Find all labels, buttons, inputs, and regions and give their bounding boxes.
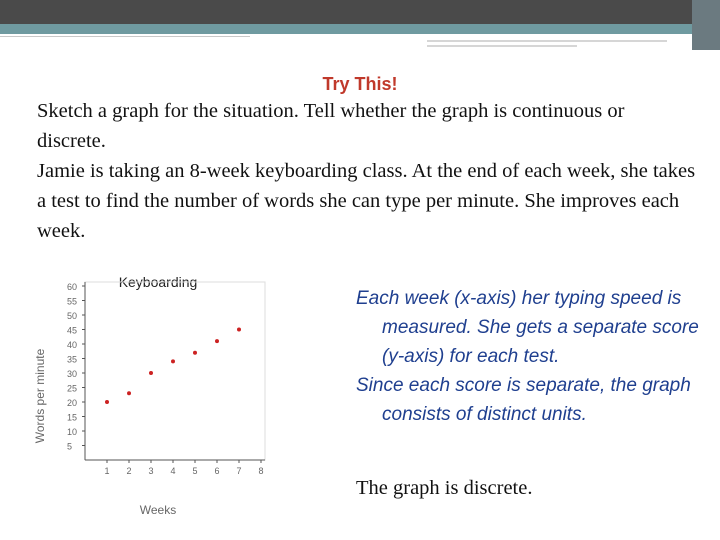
y-tick-label: 45 [67, 325, 78, 336]
y-tick-label: 30 [67, 369, 78, 379]
top-accent-block [692, 0, 720, 50]
x-tick-label: 1 [104, 466, 110, 476]
x-tick-label: 3 [148, 466, 154, 476]
x-tick-label: 2 [126, 466, 132, 476]
data-point [149, 371, 153, 375]
y-tick-label: 40 [67, 340, 78, 350]
divider-line [427, 40, 667, 42]
data-point [105, 400, 109, 404]
x-tick-label: 5 [192, 466, 198, 476]
y-tick-label: 35 [67, 354, 78, 365]
y-tick-label: 25 [67, 383, 78, 394]
divider-line [0, 36, 250, 37]
data-point [215, 339, 219, 343]
y-tick-label: 60 [67, 282, 78, 292]
chart-title: Keyboarding [118, 274, 198, 290]
slide-title: Try This! [322, 74, 398, 94]
y-tick-label: 15 [67, 412, 78, 423]
accent-strip [0, 24, 692, 34]
y-tick-label: 55 [67, 296, 78, 307]
data-point [193, 351, 197, 355]
keyboarding-chart [30, 262, 280, 520]
plot-frame [85, 282, 265, 460]
x-tick-label: 4 [170, 466, 176, 476]
x-tick-label: 8 [258, 466, 264, 476]
top-bar [0, 0, 720, 24]
x-axis-label: Weeks [139, 503, 177, 517]
y-tick-label: 5 [67, 441, 73, 452]
x-tick-label: 7 [236, 466, 242, 476]
divider-line [427, 45, 577, 47]
explanation-text [356, 284, 718, 429]
y-axis-label: Words per minute [33, 348, 47, 444]
explanation-paragraph: Since each score is separate, the graph consists of distinct units. [356, 375, 691, 425]
y-tick-label: 50 [67, 311, 78, 321]
chart-svg [30, 262, 280, 520]
y-tick-label: 10 [67, 427, 78, 437]
data-point [237, 328, 241, 332]
conclusion-text: The graph is discrete. [356, 477, 533, 499]
y-tick-label: 20 [67, 398, 78, 408]
x-tick-label: 6 [214, 466, 220, 476]
problem-text [37, 96, 697, 246]
data-point [127, 391, 131, 395]
data-point [171, 359, 175, 363]
problem-line: Jamie is taking an 8-week keyboarding class. At the end of each week, she takes a test to find the number of words she can type per minute. She improves each week. [37, 160, 696, 242]
problem-line: Sketch a graph for the situation. Tell whether the graph is continuous or discrete. [37, 100, 625, 152]
explanation-paragraph: Each week (x-axis) her typing speed is measured. She gets a separate score (y-axis) for each test. [356, 288, 699, 367]
